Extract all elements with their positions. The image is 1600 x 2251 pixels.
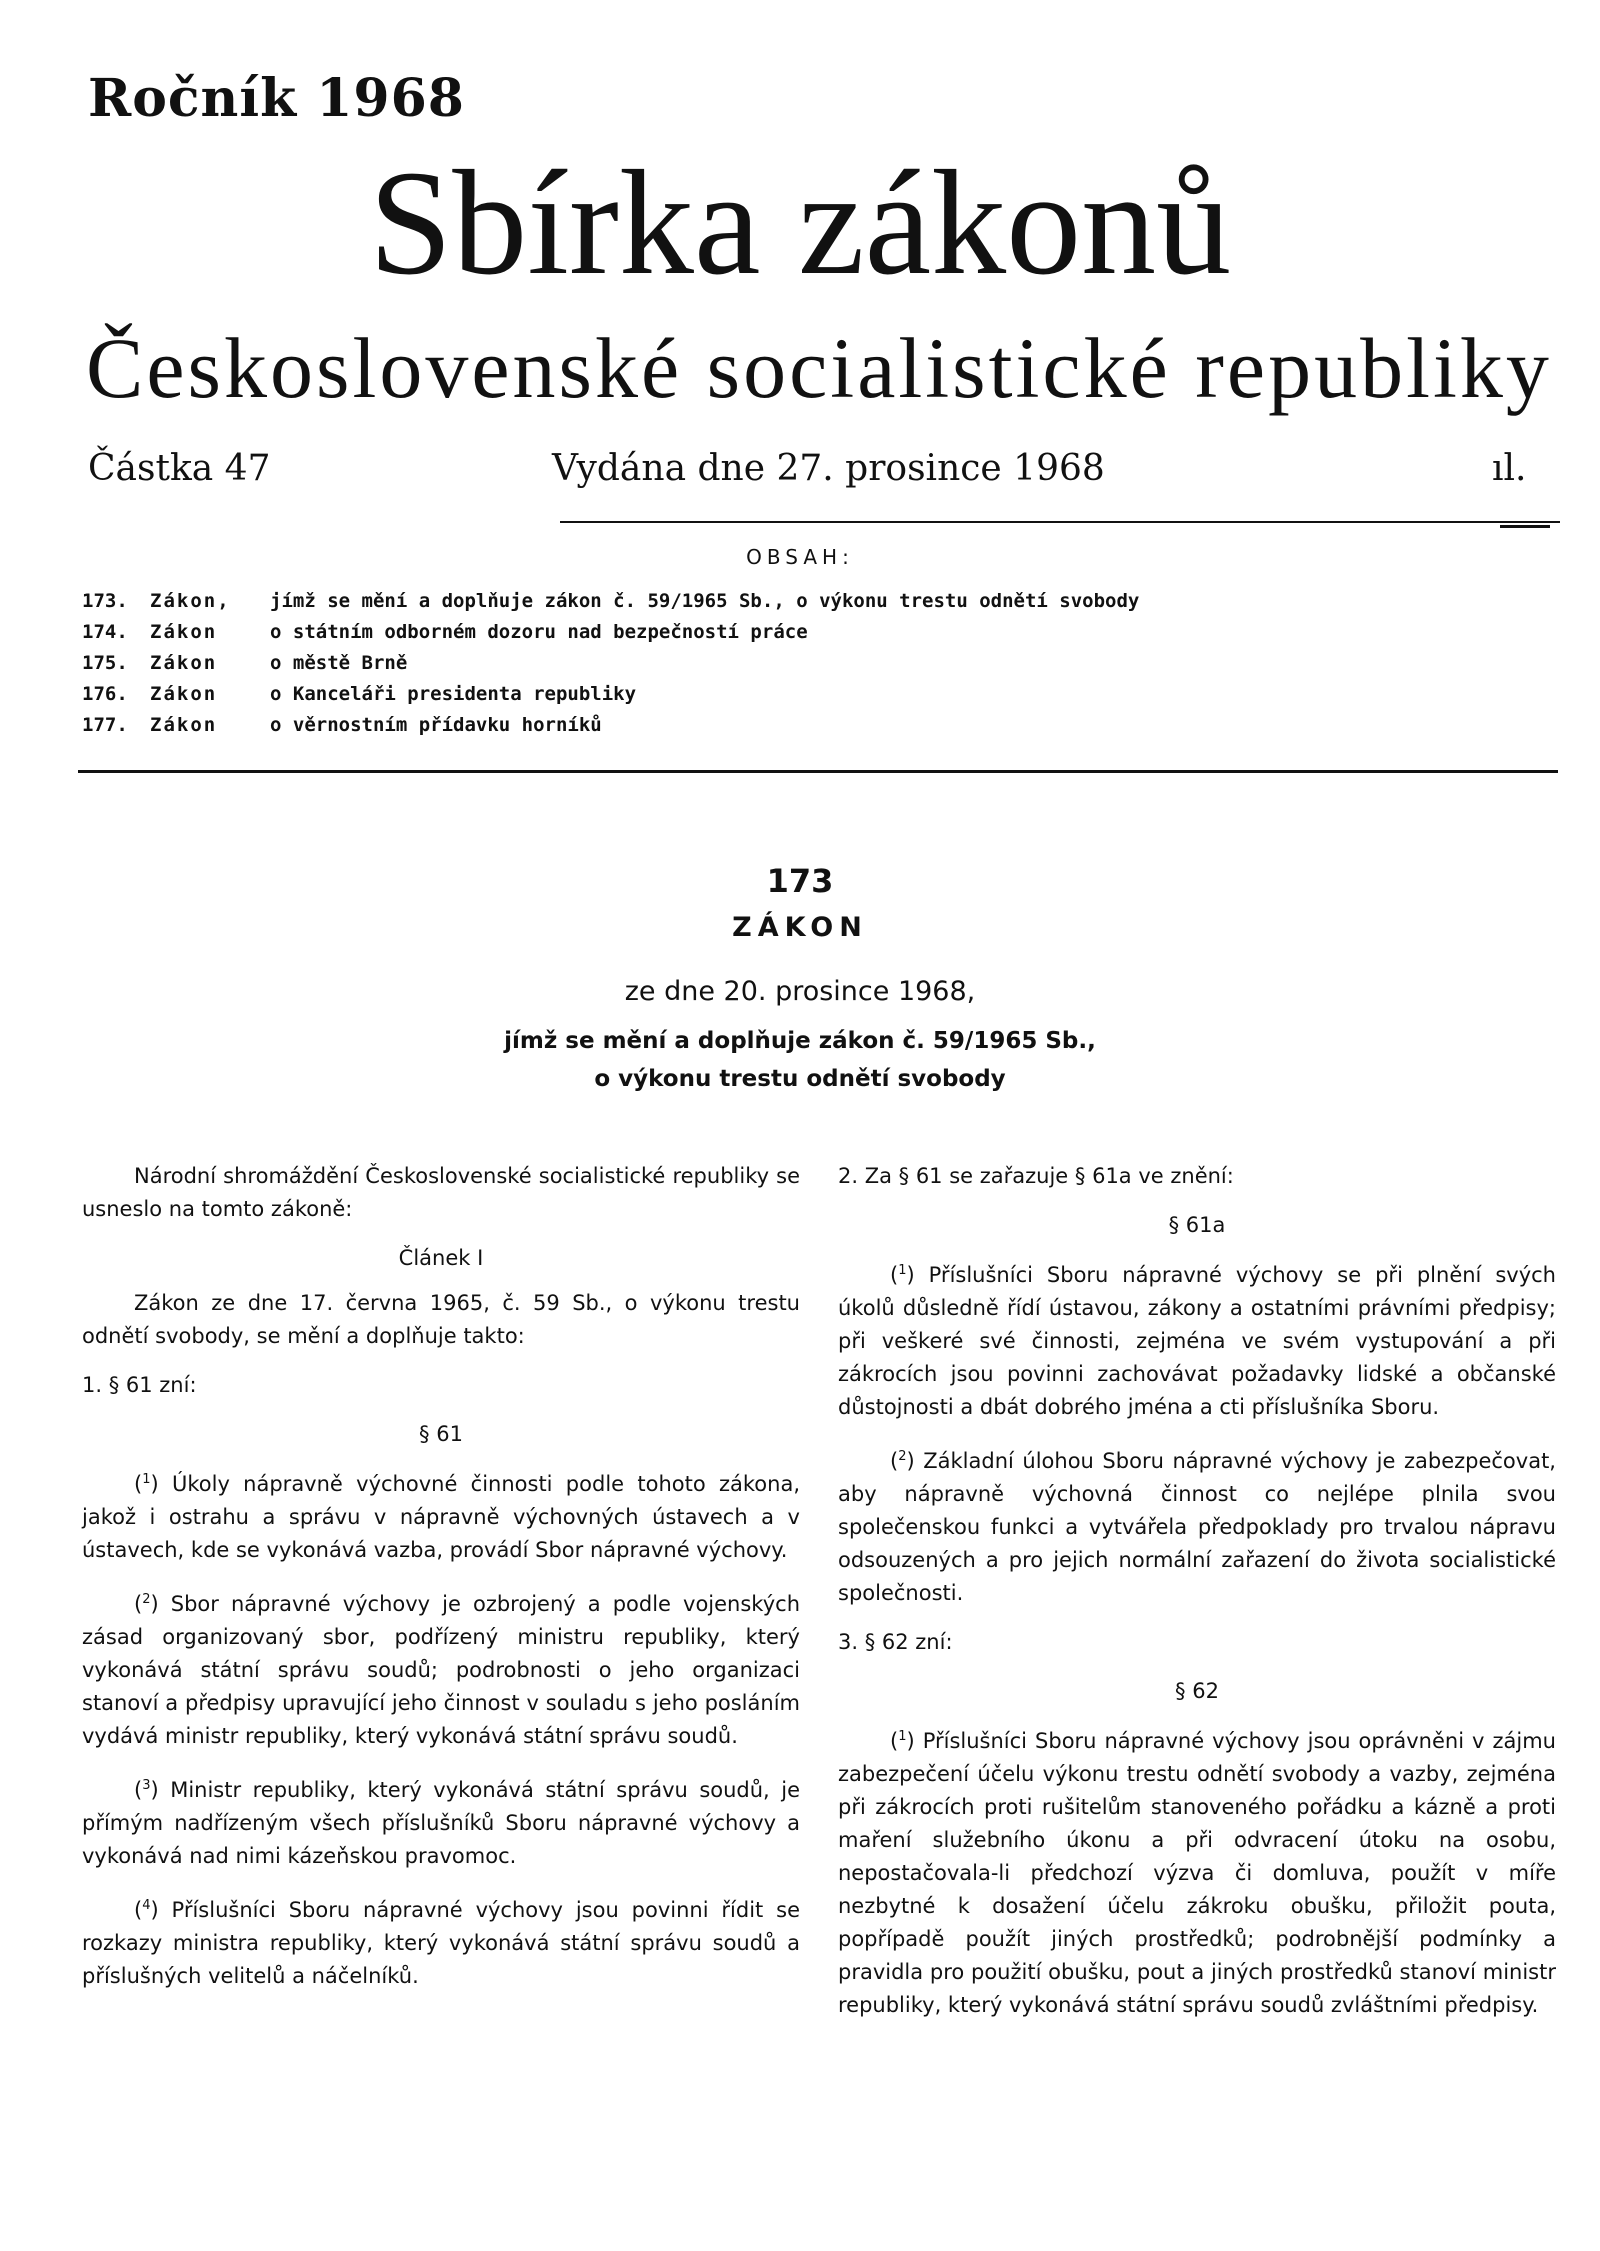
paragraph-text: Příslušníci Sboru nápravné výchovy se při plnění svých úkolů důsledně řídí ústavou, zákony a ostatními právními předpisy; při veškeré své činnosti, zejména ve svém vystupování a při zákrocích jsou povinni zachovávat požadavky lidské a občanské důstojnosti a dbát dobrého jména a cti příslušníka Sboru. — [838, 1263, 1556, 1419]
contents-divider — [78, 770, 1558, 773]
paragraph-number: 2 — [898, 1449, 907, 1464]
paragraph: ($^1$) Příslušníci Sboru nápravné výchovy jsou oprávněni v zájmu zabezpečení účelu výkonu trestu odnětí svobody a vazby, zejména při zákrocích proti rušitelům stanoveného pořádku a kázně a proti maření služebního úkonu a při odvracení útoku na osobu, nepostačovala-li předchozí výzva či domluva, použít v míře nezbytné k dosažení účelu zákroku obušku, přiložit pouta, popřípadě použít jiných prostředků; podrobnější podmínky a pravidla pro použití obušku, pout a jiných prostředků stanoví ministr republiky, který vykonává státní správu soudů zvláštními předpisy. — [838, 1729, 1556, 2017]
contents-item — [82, 621, 1139, 652]
article-heading: Článek I — [398, 1246, 484, 1270]
paragraph-text: Ministr republiky, který vykonává státní správu soudů, je přímým nadřízeným všech příslušníků Sboru nápravné výchovy a vykonává nad nimi kázeňskou pravomoc. — [82, 1778, 801, 1868]
contents-item — [82, 683, 1139, 714]
left-text-column — [82, 1160, 800, 2009]
contents-item-number: 173. — [82, 590, 128, 612]
amendment-point: 3. § 62 zní: — [838, 1630, 953, 1654]
paragraph: ($^4$) Příslušníci Sboru nápravné výchovy jsou povinni řídit se rozkazy ministra republiky, který vykonává státní správu soudů a příslušných velitelů a náčelníků. — [82, 1898, 800, 1988]
contents-item — [82, 652, 1139, 683]
section-heading: § 61a — [1168, 1213, 1226, 1237]
law-subject-line-1: jímž se mění a doplňuje zákon č. 59/1965 Sb., — [504, 1028, 1096, 1054]
paragraph-text: Sbor nápravné výchovy je ozbrojený a podle vojenských zásad organizovaný sbor, podřízený ministru republiky, který vykonává státní správu soudů; podrobnosti o jeho organizaci stanoví a předpisy upravující jeho činnost v souladu s jeho posláním vydává ministr republiky, který vykonává státní správu soudů. — [82, 1592, 800, 1748]
contents-item-kind: Zákon — [150, 714, 218, 736]
law-subject-line-2: o výkonu trestu odnětí svobody — [594, 1066, 1006, 1092]
collection-title: Sbírka zákonů — [368, 140, 1232, 306]
contents-item-text: jímž se mění a doplňuje zákon č. 59/1965 Sb., o výkonu trestu odnětí svobody — [270, 590, 1140, 612]
contents-item-text: o Kanceláři presidenta republiky — [270, 683, 637, 705]
paragraph-text: Úkoly nápravně výchovné činnosti podle tohoto zákona, jakož i ostrahu a správu v nápravně výchovných ústavech a v ústavech, kde se vykonává vazba, provádí Sbor nápravné výchovy. — [82, 1472, 800, 1562]
contents-item — [82, 714, 1139, 745]
contents-item-text: o městě Brně — [270, 652, 408, 674]
contents-item-kind: Zákon — [150, 621, 218, 643]
paragraph-number: 1 — [898, 1263, 907, 1278]
law-date: ze dne 20. prosince 1968, — [624, 976, 976, 1007]
paragraph-number: 3 — [142, 1778, 151, 1793]
issue-number: Částka 47 — [88, 448, 271, 489]
contents-item — [82, 590, 1139, 621]
paragraph: ($^2$) Sbor nápravné výchovy je ozbrojený a podle vojenských zásad organizovaný sbor, podřízený ministru republiky, který vykonává státní správu soudů; podrobnosti o jeho organizaci stanoví a předpisy upravující jeho činnost v souladu s jeho posláním vydává ministr republiky, který vykonává státní správu soudů. — [82, 1592, 800, 1748]
publication-date: Vydána dne 27. prosince 1968 — [552, 448, 1105, 489]
contents-item-number: 176. — [82, 683, 128, 705]
price-mark: ıl. — [1492, 448, 1527, 489]
paragraph: ($^1$) Úkoly nápravně výchovné činnosti podle tohoto zákona, jakož i ostrahu a správu v nápravně výchovných ústavech a v ústavech, kde se vykonává vazba, provádí Sbor nápravné výchovy. — [82, 1472, 800, 1562]
paragraph-number: 1 — [142, 1472, 151, 1487]
law-number: 173 — [766, 862, 834, 900]
article-intro: Zákon ze dne 17. června 1965, č. 59 Sb., o výkonu trestu odnětí svobody, se mění a doplňuje takto: — [82, 1291, 800, 1348]
paragraph-text: Příslušníci Sboru nápravné výchovy jsou oprávněni v zájmu zabezpečení účelu výkonu trestu odnětí svobody a vazby, zejména při zákrocích proti rušitelům stanoveného pořádku a kázně a proti maření služebního úkonu a při odvracení útoku na osobu, nepostačovala-li předchozí výzva či domluva, použít v míře nezbytné k dosažení účelu zákroku obušku, přiložit pouta, popřípadě použít jiných prostředků; podrobnější podmínky a pravidla pro použití obušku, pout a jiných prostředků stanoví ministr republiky, který vykonává státní správu soudů zvláštními předpisy. — [838, 1729, 1556, 2017]
right-text-column — [838, 1160, 1556, 2038]
contents-heading: OBSAH: — [746, 545, 854, 569]
contents-item-text: o státním odborném dozoru nad bezpečností práce — [270, 621, 808, 643]
amendment-point: 2. Za § 61 se zařazuje § 61a ve znění: — [838, 1164, 1234, 1188]
contents-item-kind: Zákon, — [150, 590, 231, 612]
contents-item-text: o věrnostním přídavku horníků — [270, 714, 602, 736]
contents-list — [82, 590, 1139, 745]
paragraph-text: Základní úlohou Sboru nápravné výchovy je zabezpečovat, aby nápravně výchovná činnost co nejlépe plnila svou společenskou funkci a vytvářela předpoklady pro trvalou nápravu odsouzených a pro jejich normální zařazení do života socialistické společnosti. — [838, 1449, 1556, 1605]
section-heading: § 61 — [419, 1422, 463, 1446]
contents-item-kind: Zákon — [150, 683, 218, 705]
volume-year: Ročník 1968 — [88, 68, 465, 129]
paragraph-text: Příslušníci Sboru nápravné výchovy jsou povinni řídit se rozkazy ministra republiky, který vykonává státní správu soudů a příslušných velitelů a náčelníků. — [82, 1898, 800, 1988]
header-divider-accent — [1500, 525, 1550, 528]
contents-item-number: 177. — [82, 714, 128, 736]
contents-item-kind: Zákon — [150, 652, 218, 674]
preamble: Národní shromáždění Československé socialistické republiky se usneslo na tomto zákoně: — [82, 1164, 800, 1221]
paragraph: ($^2$) Základní úlohou Sboru nápravné výchovy je zabezpečovat, aby nápravně výchovná činnost co nejlépe plnila svou společenskou funkci a vytvářela předpoklady pro trvalou nápravu odsouzených a pro jejich normální zařazení do života socialistické společnosti. — [838, 1449, 1556, 1605]
header-divider — [560, 521, 1560, 523]
paragraph-number: 1 — [898, 1729, 907, 1744]
amendment-point: 1. § 61 zní: — [82, 1373, 197, 1397]
paragraph: ($^1$) Příslušníci Sboru nápravné výchovy se při plnění svých úkolů důsledně řídí ústavou, zákony a ostatními právními předpisy; při veškeré své činnosti, zejména ve svém vystupování a při zákrocích jsou povinni zachovávat požadavky lidské a občanské důstojnosti a dbát dobrého jména a cti příslušníka Sboru. — [838, 1263, 1556, 1419]
collection-subtitle: Československé socialistické republiky — [86, 320, 1552, 416]
contents-item-number: 174. — [82, 621, 128, 643]
law-kind: ZÁKON — [732, 912, 868, 943]
paragraph: ($^3$) Ministr republiky, který vykonává státní správu soudů, je přímým nadřízeným všech příslušníků Sboru nápravné výchovy a vykonává nad nimi kázeňskou pravomoc. — [82, 1778, 801, 1868]
paragraph-number: 4 — [142, 1898, 151, 1913]
section-heading: § 62 — [1175, 1679, 1219, 1703]
paragraph-number: 2 — [142, 1592, 151, 1607]
contents-item-number: 175. — [82, 652, 128, 674]
